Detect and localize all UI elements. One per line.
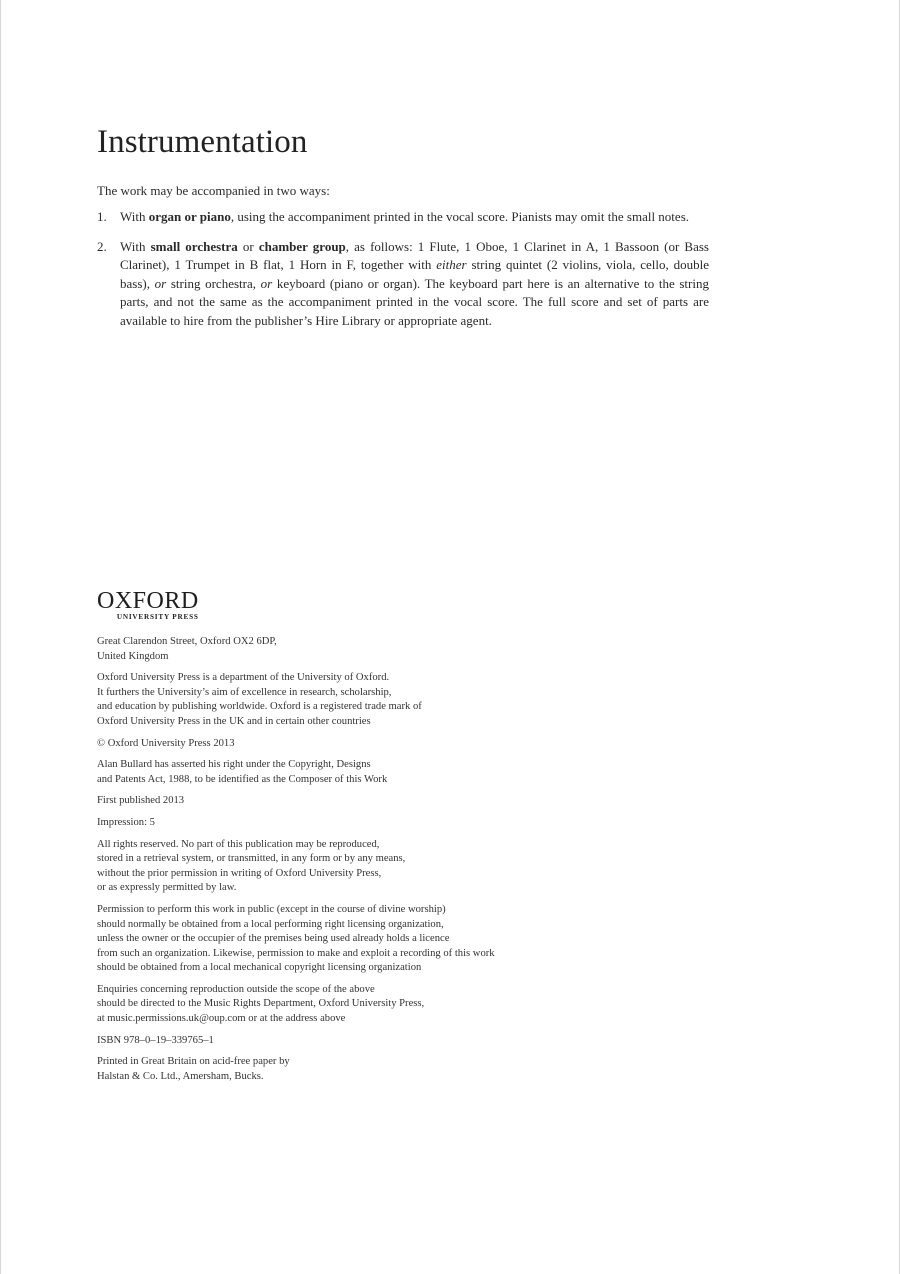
list-bold-text: organ or piano	[148, 209, 231, 224]
list-text: , as follows: 1 Flute, 1 Oboe, 1 Clarinet in A, 1 Bassoon (or Bass Clarinet), 1 Trumpet in B flat, 1 Horn in F, together with	[120, 238, 709, 272]
list-text: With	[120, 209, 149, 224]
list-text: With	[120, 238, 151, 254]
accompaniment-list	[97, 208, 709, 330]
oxford-logo	[97, 589, 199, 622]
first-published: First published 2013	[97, 795, 185, 807]
enquiries: Enquiries concerning reproduction outside the scope of the above should be directed to the Music Rights Department, Oxford University Press, at music.permissions.uk@oup.com or at the address above	[97, 983, 425, 1025]
copyright-notice: © Oxford University Press 2013	[97, 737, 235, 749]
publisher-address: Great Clarendon Street, Oxford OX2 6DP, United Kingdom	[97, 636, 277, 662]
rights-statement: All rights reserved. No part of this publication may be reproduced, stored in a retrieval system, or transmitted, in any form or by any means, without the prior permission in writing of Oxford University Press, or as expressly permitted by law.	[97, 838, 406, 894]
list-text: string quintet (2 violins, viola, cello, double bass),	[120, 257, 709, 291]
list-bold-text: chamber group	[258, 238, 346, 254]
page-edge-left	[0, 0, 1, 1274]
logo-wordmark: OXFORD	[97, 588, 199, 614]
isbn: ISBN 978–0–19–339765–1	[97, 1034, 214, 1046]
list-bold-text: small orchestra	[150, 238, 238, 254]
list-text: keyboard (piano or organ). The keyboard part here is an alternative to the string parts, and not the same as the accompaniment printed in the vocal score. The full score and set of parts are available to hire from the publisher’s Hire Library or appropriate agent.	[120, 275, 709, 328]
printer-info: Printed in Great Britain on acid-free paper by Halstan & Co. Ltd., Amersham, Bucks.	[97, 1056, 290, 1082]
list-italic-text: either	[436, 257, 467, 272]
list-number: 1.	[97, 209, 107, 224]
list-number: 2.	[97, 238, 107, 254]
list-text: or	[237, 238, 259, 254]
list-text: , using the accompaniment printed in the vocal score. Pianists may omit the small notes.	[230, 209, 689, 224]
logo-subtitle: UNIVERSITY PRESS	[116, 613, 199, 621]
list-text: string orchestra,	[166, 275, 261, 291]
list-italic-text: or	[260, 275, 273, 291]
list-item	[97, 238, 709, 331]
publisher-about: Oxford University Press is a department of the University of Oxford. It furthers the University’s aim of excellence in research, scholarship, and education by publishing worldwide. Oxford is a registered trade mark of Oxford University Press in the UK and in certain other countries	[97, 672, 422, 727]
publisher-colophon	[97, 589, 567, 1091]
page-title: Instrumentation	[97, 124, 308, 160]
intro-text: The work may be accompanied in two ways:	[97, 183, 330, 198]
composer-assertion: Alan Bullard has asserted his right under the Copyright, Designs and Patents Act, 1988, to be identified as the Composer of this Work	[97, 759, 388, 785]
instrumentation-section	[97, 122, 709, 341]
performance-permission: Permission to perform this work in public (except in the course of divine worship) should normally be obtained from a local performing right licensing organization, unless the owner or the occupier of the premises being used already holds a licence from such an organization. Likewise, permission to make and exploit a recording of this work should be obtained from a local mechanical copyright licensing organization	[97, 903, 495, 974]
list-italic-text: or	[154, 275, 167, 291]
list-item	[97, 208, 709, 227]
impression: Impression: 5	[97, 816, 155, 828]
